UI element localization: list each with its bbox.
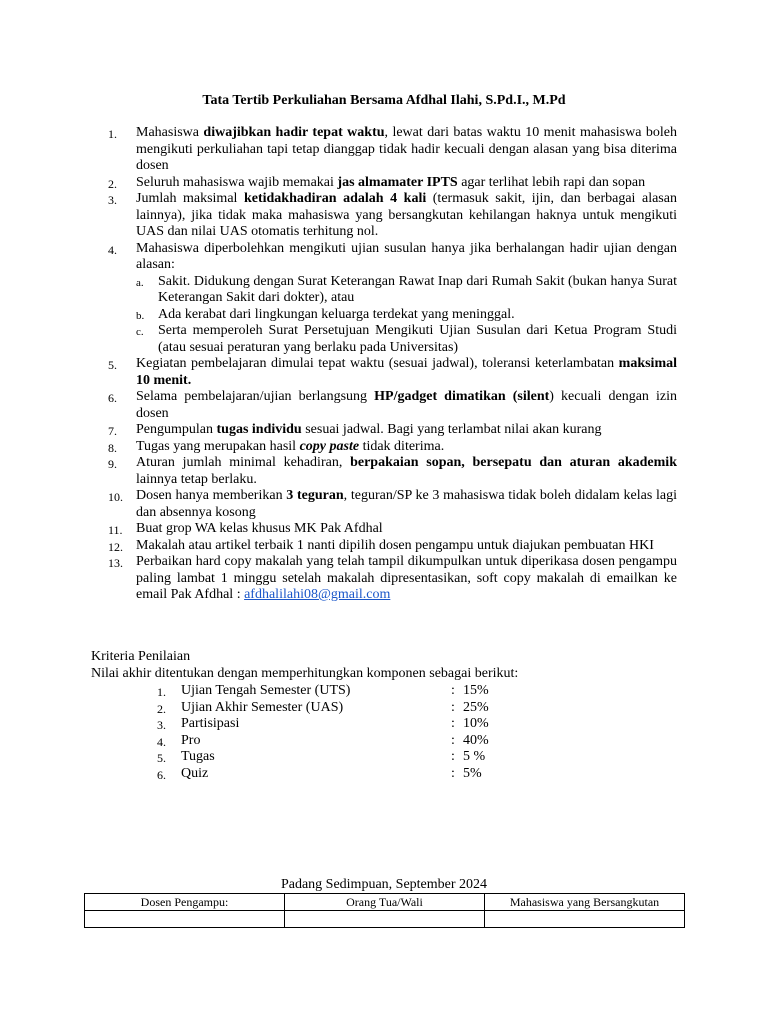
signature-header-student: Mahasiswa yang Bersangkutan	[485, 894, 685, 911]
criteria-label: Pro	[181, 732, 201, 748]
signature-header-parent: Orang Tua/Wali	[285, 894, 485, 911]
criteria-label: Ujian Akhir Semester (UAS)	[181, 699, 344, 715]
rule-number: 4.	[108, 242, 117, 257]
rule-number: 3.	[108, 193, 117, 207]
rule-text: Buat grop WA kelas khusus MK Pak Afdhal	[136, 521, 383, 536]
rule-text: Kegiatan pembelajaran dimulai tepat waktu (sesuai jadwal), toleransi keterlambatan	[136, 356, 619, 371]
rule-text: Mahasiswa diperbolehkan mengikuti ujian susulan hanya jika berhalangan hadir ujian dengan alasan:	[136, 240, 677, 272]
criteria-intro: Nilai akhir ditentukan dengan memperhitungkan komponen sebagai berikut:	[91, 665, 519, 681]
criteria-value: 5 %	[463, 749, 486, 764]
criteria-number: 4.	[157, 734, 166, 749]
rule-number: 9.	[108, 457, 117, 471]
criteria-value: 5%	[463, 765, 482, 781]
rule-text: Dosen hanya memberikan	[136, 488, 287, 503]
rules-list	[0, 125, 768, 604]
criteria-number: 6.	[157, 767, 166, 782]
criteria-item	[0, 749, 768, 766]
rule-bold-italic-text: copy paste	[299, 438, 360, 454]
criteria-section	[91, 649, 518, 682]
criteria-separator: :	[451, 683, 455, 698]
rule-text: Makalah atau artikel terbaik 1 nanti dipilih dosen pengampu untuk diajukan pembuatan HKI	[136, 537, 654, 553]
rule-item	[0, 191, 677, 241]
subitem-text: Serta memperoleh Surat Persetujuan Mengikuti Ujian Susulan dari Ketua Program Studi (atau sesuai peraturan yang berlaku pada Universitas)	[158, 323, 677, 355]
criteria-item	[0, 716, 768, 733]
criteria-item	[0, 733, 768, 750]
rule-sublist	[136, 274, 677, 357]
rule-bold-text: ketidakhadiran adalah 4 kali	[243, 191, 427, 206]
rule-number: 7.	[108, 424, 117, 438]
rule-item	[0, 488, 677, 521]
rule-bold-text: tugas individu	[216, 422, 302, 437]
rule-text: Tugas yang merupakan hasil	[136, 438, 300, 454]
rule-item	[0, 389, 677, 422]
rule-item	[0, 422, 677, 439]
rule-bold-text: berpakaian sopan, bersepatu dan aturan akademik	[350, 455, 677, 470]
rule-text: Perbaikan hard copy makalah yang telah tampil dikumpulkan untuk diperikasa dosen pengampu paling lambat 1 minggu setelah makalah dipresentasikan, soft copy makalah di emailkan ke email Pak Afdhal :	[136, 554, 677, 602]
criteria-label: Ujian Tengah Semester (UTS)	[181, 683, 351, 698]
signature-header-row	[85, 894, 685, 911]
place-date: Padang Sedimpuan, September 2024	[280, 877, 488, 892]
rule-number: 2.	[108, 176, 117, 191]
rule-bold-text: HP/gadget dimatikan (silent	[374, 389, 550, 404]
rule-number: 12.	[108, 539, 123, 554]
rule-text: , teguran/SP ke 3 mahasiswa tidak boleh didalam kelas lagi dan absennya kosong	[136, 488, 677, 520]
rule-item	[0, 521, 677, 538]
criteria-item	[0, 700, 768, 717]
rule-bold-text: 3 teguran	[286, 488, 344, 503]
criteria-value: 40%	[463, 732, 489, 748]
rule-item	[0, 439, 677, 456]
rule-text: Jumlah maksimal	[136, 191, 244, 206]
criteria-separator: :	[451, 765, 455, 781]
subitem-letter: b.	[136, 309, 145, 322]
rule-bold-text: maksimal 10 menit.	[136, 356, 677, 388]
rule-text: , lewat dari batas waktu 10 menit mahasiswa boleh mengikuti perkuliahan tapi tetap dianggap tidak hadir kecuali dengan alasan yang bisa diterima dosen	[136, 125, 677, 173]
criteria-value: 10%	[463, 716, 489, 731]
rule-bold-text: diwajibkan hadir tepat waktu	[203, 125, 385, 140]
criteria-number: 2.	[157, 701, 166, 716]
signature-cell-lecturer	[85, 911, 285, 928]
rule-number: 10.	[108, 490, 123, 504]
subitem-text: Ada kerabat dari lingkungan keluarga terdekat yang meninggal.	[158, 306, 515, 322]
rule-subitem	[136, 323, 677, 356]
rule-text: ) kecuali dengan izin dosen	[136, 389, 677, 421]
criteria-label: Partisipasi	[181, 716, 240, 731]
subitem-letter: c.	[136, 326, 144, 338]
rule-item	[0, 241, 677, 357]
criteria-separator: :	[451, 716, 455, 731]
criteria-item	[0, 766, 768, 783]
signature-cell-student	[485, 911, 685, 928]
subitem-letter: a.	[136, 276, 144, 289]
rule-number: 13.	[108, 556, 123, 570]
rule-text: lainnya tetap berlaku.	[136, 471, 257, 487]
criteria-value: 15%	[463, 683, 489, 698]
rule-text: Mahasiswa	[136, 125, 204, 140]
rule-bold-text: jas almamater IPTS	[337, 174, 458, 190]
rule-text: tidak diterima.	[359, 438, 445, 454]
criteria-separator: :	[451, 749, 455, 764]
rule-item	[0, 125, 677, 175]
criteria-separator: :	[451, 699, 455, 715]
rule-text: Aturan jumlah minimal kehadiran,	[136, 455, 351, 470]
rule-number: 6.	[108, 391, 117, 405]
rule-text: Seluruh mahasiswa wajib memakai	[136, 174, 338, 190]
rule-text: Pengumpulan	[136, 422, 217, 437]
rule-subitem	[136, 307, 677, 324]
criteria-separator: :	[451, 732, 455, 748]
rule-text: sesuai jadwal. Bagi yang terlambat nilai akan kurang	[301, 422, 602, 437]
signature-cell-parent	[285, 911, 485, 928]
criteria-list	[0, 683, 768, 782]
rule-number: 1.	[108, 127, 117, 141]
rule-subitem	[136, 274, 677, 307]
criteria-number: 5.	[157, 751, 166, 765]
rule-item	[0, 538, 677, 555]
criteria-label: Tugas	[181, 749, 215, 764]
criteria-value: 25%	[463, 699, 489, 715]
signature-table	[84, 893, 685, 928]
signature-blank-row	[85, 911, 685, 928]
rule-item	[0, 356, 677, 389]
rule-item	[0, 554, 677, 604]
rule-text: Selama pembelajaran/ujian berlangsung	[136, 389, 375, 404]
signature-header-lecturer: Dosen Pengampu:	[85, 894, 285, 911]
criteria-number: 3.	[157, 718, 166, 732]
rule-number: 11.	[108, 523, 123, 537]
rule-number: 8.	[108, 440, 117, 455]
rule-number: 5.	[108, 358, 117, 372]
criteria-number: 1.	[157, 685, 166, 699]
document-title: Tata Tertib Perkuliahan Bersama Afdhal Ilahi, S.Pd.I., M.Pd	[202, 93, 566, 108]
criteria-item	[0, 683, 768, 700]
email-link[interactable]: afdhalilahi08@gmail.com	[244, 587, 391, 602]
rule-item	[0, 455, 677, 488]
rule-text: agar terlihat lebih rapi dan sopan	[457, 174, 646, 190]
rule-item	[0, 175, 677, 192]
rule-text: (termasuk sakit, ijin, dan berbagai alasan lainnya), jika tidak maka mahasiswa yang bersangkutan kehilangan haknya untuk mengikuti UAS dan nilai UAS otomatis terhitung nol.	[136, 191, 677, 239]
criteria-label: Quiz	[181, 765, 209, 781]
criteria-heading: Kriteria Penilaian	[91, 649, 191, 664]
subitem-text: Sakit. Didukung dengan Surat Keterangan Rawat Inap dari Rumah Sakit (bukan hanya Surat Keterangan Sakit dari dokter), atau	[158, 273, 677, 305]
